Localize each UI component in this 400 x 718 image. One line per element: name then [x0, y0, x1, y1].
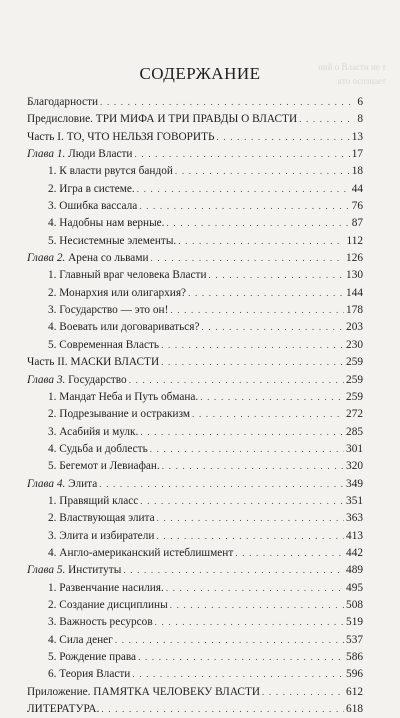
toc-page-number: 519 — [346, 616, 363, 629]
dot-leader — [262, 684, 344, 701]
toc-entry-text: 4. Англо-американский истеблишмент — [48, 546, 234, 559]
dot-leader — [161, 337, 344, 354]
toc-entry-text: Арена со львами — [65, 252, 149, 265]
dot-leader — [178, 233, 344, 250]
toc-entry — [27, 94, 363, 111]
chapter-prefix: Глава 4. — [27, 477, 66, 490]
toc-entry-label — [27, 562, 121, 579]
toc-page-number: 618 — [346, 703, 363, 716]
dot-leader — [150, 441, 344, 458]
toc-entry — [27, 510, 363, 527]
toc-entry-label — [48, 528, 154, 545]
toc-entry-label — [27, 372, 127, 389]
toc-entry — [27, 476, 363, 493]
toc-entry — [27, 441, 363, 458]
toc-entry — [27, 267, 363, 284]
toc-entry-text: Часть I. ТО, ЧТО НЕЛЬЗЯ ГОВОРИТЬ — [27, 130, 215, 143]
toc-entry-label — [27, 129, 214, 146]
toc-entry-label — [48, 267, 207, 284]
dot-leader — [216, 129, 349, 146]
toc-entry — [27, 649, 363, 666]
dot-leader — [156, 528, 344, 545]
toc-entry-text: 1. Мандат Неба и Путь обмана. — [48, 390, 199, 403]
toc-entry — [27, 389, 363, 406]
chapter-prefix: Глава 1. — [27, 148, 66, 161]
toc-entry-text: 3. Важность ресурсов — [48, 616, 153, 629]
toc-page-number: 178 — [346, 304, 363, 317]
toc-entry-label — [27, 146, 132, 163]
toc-entry-text: 2. Подрезывание и остракизм — [48, 408, 191, 421]
dot-leader — [175, 163, 350, 180]
toc-entry-label — [48, 614, 153, 631]
dot-leader — [140, 424, 344, 441]
toc-page-number: 320 — [346, 460, 363, 473]
toc-entry — [27, 614, 363, 631]
toc-entry — [27, 163, 363, 180]
toc-entry — [27, 129, 363, 146]
toc-page-number: 259 — [346, 373, 363, 386]
dot-leader — [209, 267, 345, 284]
toc-page-number: 126 — [346, 252, 363, 265]
chapter-prefix: Глава 2. — [27, 252, 66, 265]
toc-page-number: 351 — [346, 494, 363, 507]
toc-entry — [27, 302, 363, 319]
dot-leader — [235, 545, 344, 562]
dot-leader — [129, 372, 344, 389]
dot-leader — [132, 666, 344, 683]
toc-entry-text: ЛИТЕРАТУРА. — [27, 703, 100, 716]
toc-entry-text: 3. Асабийя и мулк. — [48, 425, 139, 438]
dot-leader — [138, 649, 344, 666]
toc-entry — [27, 215, 363, 232]
chapter-prefix: Глава 5. — [27, 564, 66, 577]
toc-entry — [27, 424, 363, 441]
toc-entry-label — [48, 510, 155, 527]
toc-entry-label — [48, 458, 160, 475]
toc-entry-label — [48, 285, 186, 302]
toc-page-number: 259 — [346, 390, 363, 403]
bleed-through-text: ний о Власти не т — [318, 62, 386, 72]
toc-page-number: 508 — [346, 598, 363, 611]
dot-leader — [139, 198, 349, 215]
toc-page-number: 272 — [346, 408, 363, 421]
dot-leader — [170, 597, 344, 614]
toc-page-number: 44 — [351, 182, 363, 195]
bleed-through-text: кто осознает — [337, 76, 386, 86]
toc-entry-text: Люди Власти — [65, 148, 133, 161]
toc-entry-text: 5. Несистемные элементы. — [48, 234, 177, 247]
toc-entry-label — [48, 163, 173, 180]
dot-leader — [101, 701, 344, 718]
toc-entry-text: Институты — [65, 564, 122, 577]
toc-entry-text: Государство — [65, 373, 127, 386]
toc-page-number: 230 — [346, 338, 363, 351]
toc-page-number: 259 — [346, 356, 363, 369]
toc-page-number: 612 — [346, 685, 363, 698]
toc-page-number: 6 — [357, 96, 363, 108]
toc-entry-label — [27, 701, 99, 718]
toc-page-number: 13 — [351, 130, 363, 143]
toc-page-number: 413 — [346, 529, 363, 542]
toc-page-number: 112 — [346, 234, 363, 247]
toc-entry-text: 1. Развенчание насилия. — [48, 581, 164, 594]
toc-entry-label — [48, 181, 135, 198]
toc-entry-text: 5. Рождение права — [48, 651, 137, 663]
toc-entry-label — [48, 215, 165, 232]
toc-page-number: 87 — [351, 217, 363, 230]
toc-entry — [27, 319, 363, 336]
dot-leader — [166, 580, 344, 597]
dot-leader — [161, 354, 344, 371]
toc-entry-text: 3. Элита и избиратели — [48, 529, 155, 542]
dot-leader — [140, 493, 344, 510]
toc-page-number: 76 — [351, 200, 363, 213]
toc-entry-text: 3. Государство — это он! — [48, 304, 169, 317]
toc-page-number: 489 — [346, 564, 363, 577]
toc-entry-text: Предисловие. ТРИ МИФА И ТРИ ПРАВДЫ О ВЛАСТИ — [27, 113, 298, 126]
dot-leader — [151, 250, 345, 267]
toc-page-number: 285 — [346, 425, 363, 438]
toc-entry — [27, 562, 363, 579]
toc-entry-label — [27, 111, 297, 128]
toc-entry-label — [48, 441, 148, 458]
chapter-prefix: Глава 3. — [27, 373, 66, 386]
toc-entry — [27, 337, 363, 354]
toc-page-number: 442 — [346, 546, 363, 559]
toc-entry-label — [48, 580, 164, 597]
toc-entry — [27, 458, 363, 475]
dot-leader — [192, 406, 344, 423]
toc-entry — [27, 250, 363, 267]
toc-entry-text: 2. Властвующая элита — [48, 512, 155, 525]
toc-entry-label — [48, 302, 168, 319]
toc-entry-text: 5. Современная Власть — [48, 338, 160, 351]
toc-entry — [27, 597, 363, 614]
toc-entry-label — [48, 649, 136, 666]
toc-entry — [27, 146, 363, 163]
toc-page-number: 586 — [346, 651, 363, 663]
toc-entry — [27, 354, 363, 371]
dot-leader — [123, 562, 344, 579]
dot-leader — [202, 319, 345, 336]
toc-entry-text: Благодарности — [27, 96, 99, 108]
toc-entry-text: 1. Главный враг человека Власти — [48, 269, 207, 282]
toc-page-number: 144 — [346, 286, 363, 299]
toc-page-number: 495 — [346, 581, 363, 594]
toc-page-number: 596 — [346, 668, 363, 681]
toc-page-number: 301 — [346, 442, 363, 455]
dot-leader — [162, 458, 344, 475]
toc-entry-text: Приложение. ПАМЯТКА ЧЕЛОВЕКУ ВЛАСТИ — [27, 685, 261, 698]
page-title: СОДЕРЖАНИЕ — [139, 64, 261, 83]
toc-entry-text: 2. Игра в системе. — [48, 182, 135, 195]
toc-entry-text: 1. К власти рвутся бандой — [48, 165, 173, 178]
toc-entry-text: Элита — [65, 477, 98, 490]
toc-page-number: 130 — [346, 269, 363, 282]
toc-page-number: 203 — [346, 321, 363, 334]
toc-entry — [27, 372, 363, 389]
toc-page-number: 363 — [346, 512, 363, 525]
toc-entry-label — [48, 493, 138, 510]
toc-entry-label — [48, 198, 137, 215]
toc-page-number: 8 — [357, 113, 363, 126]
toc-entry-label — [27, 476, 97, 493]
dot-leader — [137, 181, 350, 198]
toc-entry-text: 5. Бегемот и Левиафан. — [48, 460, 160, 473]
toc-entry-text: 2. Монархия или олигархия? — [48, 286, 187, 299]
toc-entry-label — [48, 406, 190, 423]
toc-entry — [27, 580, 363, 597]
dot-leader — [157, 510, 344, 527]
toc-entry — [27, 285, 363, 302]
toc-entry — [27, 701, 363, 718]
toc-page-number: 18 — [351, 165, 363, 178]
toc-entry — [27, 684, 363, 701]
toc-entry-label — [48, 597, 168, 614]
dot-leader — [299, 111, 355, 128]
toc-entry — [27, 666, 363, 683]
toc-entry-label — [48, 319, 200, 336]
toc-entry-text: 6. Теория Власти — [48, 668, 131, 681]
toc-entry-text: 4. Воевать или договариваться? — [48, 321, 200, 334]
toc-page-number: 17 — [351, 148, 363, 161]
toc-entry-text: 4. Надобны нам верные. — [48, 217, 165, 230]
toc-entry-label — [27, 94, 98, 111]
dot-leader — [100, 94, 355, 111]
toc-entry — [27, 493, 363, 510]
toc-entry-text: 1. Правящий класс — [48, 494, 139, 507]
table-of-contents — [27, 94, 363, 718]
toc-entry-text: Часть II. МАСКИ ВЛАСТИ — [27, 356, 160, 369]
toc-entry — [27, 406, 363, 423]
toc-entry-text: 2. Создание дисциплины — [48, 598, 168, 611]
toc-entry — [27, 545, 363, 562]
toc-entry-label — [48, 424, 138, 441]
toc-entry-text: 4. Судьба и доблесть — [48, 442, 148, 455]
dot-leader — [200, 389, 344, 406]
toc-entry-label — [48, 632, 113, 649]
dot-leader — [167, 215, 350, 232]
dot-leader — [155, 614, 344, 631]
dot-leader — [99, 476, 344, 493]
dot-leader — [188, 285, 344, 302]
toc-entry-label — [48, 545, 233, 562]
toc-entry — [27, 632, 363, 649]
toc-entry-label — [48, 666, 130, 683]
toc-entry — [27, 111, 363, 128]
toc-entry-label — [48, 389, 198, 406]
toc-page-number: 349 — [346, 477, 363, 490]
toc-entry — [27, 528, 363, 545]
toc-entry-label — [27, 354, 159, 371]
toc-entry — [27, 233, 363, 250]
dot-leader — [115, 632, 344, 649]
toc-entry — [27, 198, 363, 215]
toc-entry-label — [48, 337, 159, 354]
toc-entry-text: 4. Сила денег — [48, 633, 113, 646]
dot-leader — [134, 146, 349, 163]
toc-entry-text: 3. Ошибка вассала — [48, 200, 138, 213]
toc-entry-label — [27, 250, 149, 267]
toc-page-number: 537 — [346, 633, 363, 646]
toc-entry — [27, 181, 363, 198]
toc-entry-label — [27, 684, 260, 701]
dot-leader — [170, 302, 344, 319]
toc-entry-label — [48, 233, 176, 250]
